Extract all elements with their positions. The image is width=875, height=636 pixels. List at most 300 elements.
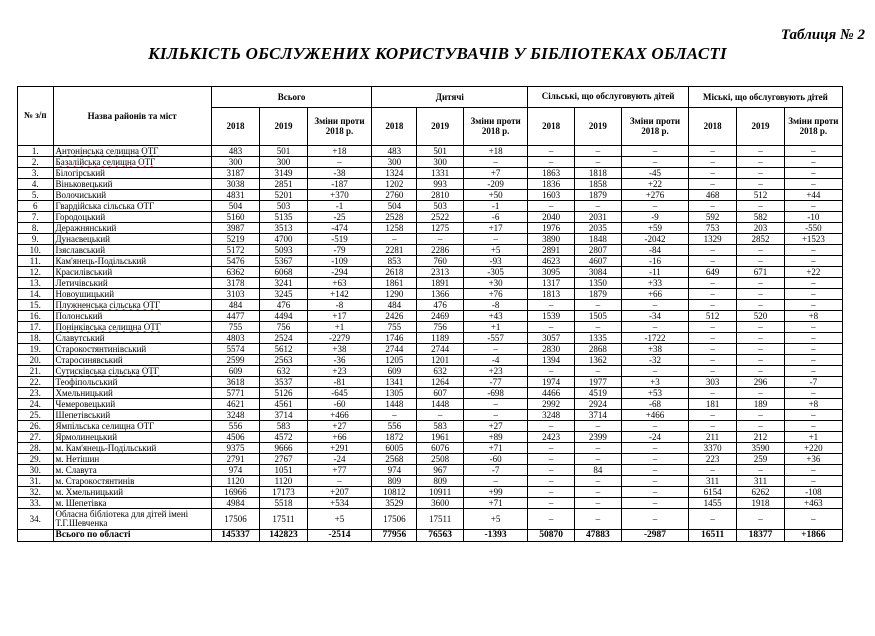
row-number: 3.	[18, 168, 54, 179]
cell-value: +1	[463, 322, 528, 333]
cell-value: –	[784, 300, 842, 311]
row-number: 32.	[18, 487, 54, 498]
cell-value: 671	[737, 267, 784, 278]
cell-value: 1317	[528, 278, 574, 289]
table-row	[18, 190, 843, 201]
cell-value: 2744	[417, 344, 463, 355]
cell-value: +66	[307, 432, 372, 443]
row-name: Деражнянський	[53, 223, 211, 234]
table-row	[18, 410, 843, 421]
cell-value: –	[528, 322, 574, 333]
cell-value: –	[307, 476, 372, 487]
cell-value: 1879	[574, 190, 621, 201]
cell-value: 47883	[574, 530, 621, 542]
cell-value: 1505	[574, 311, 621, 322]
table-row	[18, 289, 843, 300]
cell-value: 583	[417, 421, 463, 432]
row-name	[53, 300, 211, 311]
cell-value: 2524	[260, 333, 307, 344]
cell-value: 756	[260, 322, 307, 333]
cell-value: 311	[688, 476, 736, 487]
cell-value: 476	[260, 300, 307, 311]
header-name: Назва районів та міст	[53, 87, 211, 146]
row-number: 5.	[18, 190, 54, 201]
cell-value: –	[688, 256, 736, 267]
table-row	[18, 267, 843, 278]
cell-value: +22	[622, 179, 689, 190]
cell-value: +36	[784, 454, 842, 465]
cell-value: –	[688, 410, 736, 421]
cell-value: 181	[688, 399, 736, 410]
row-name: Хмельницький	[53, 388, 211, 399]
cell-value: 1275	[417, 223, 463, 234]
cell-value: -25	[307, 212, 372, 223]
row-number: 28.	[18, 443, 54, 454]
cell-value: 4506	[211, 432, 259, 443]
cell-value: 6362	[211, 267, 259, 278]
cell-value: 556	[211, 421, 259, 432]
cell-value: -60	[307, 399, 372, 410]
cell-value: 2992	[528, 399, 574, 410]
cell-value: 4466	[528, 388, 574, 399]
cell-value: 3038	[211, 179, 259, 190]
cell-value: –	[417, 410, 463, 421]
cell-value: -645	[307, 388, 372, 399]
cell-value: 1305	[372, 388, 417, 399]
row-name: Кам'янець-Подільський	[53, 256, 211, 267]
cell-value: 2281	[372, 245, 417, 256]
cell-value: –	[688, 333, 736, 344]
cell-value: 1290	[372, 289, 417, 300]
cell-value: +207	[307, 487, 372, 498]
table-row	[18, 168, 843, 179]
cell-value: 16511	[688, 530, 736, 542]
cell-value: +71	[463, 498, 528, 509]
cell-value: 1974	[528, 377, 574, 388]
row-name-text: Базалійська селищна ОТГ	[55, 156, 156, 167]
cell-value: 4984	[211, 498, 259, 509]
cell-value: -32	[622, 355, 689, 366]
cell-value: 1879	[574, 289, 621, 300]
row-number	[18, 530, 54, 542]
cell-value: 300	[372, 157, 417, 168]
cell-value: +18	[307, 146, 372, 157]
cell-value: -9	[622, 212, 689, 223]
cell-value: –	[688, 388, 736, 399]
cell-value: -294	[307, 267, 372, 278]
cell-value: +5	[463, 509, 528, 530]
cell-value: +18	[463, 146, 528, 157]
cell-value: -8	[307, 300, 372, 311]
cell-value: 16966	[211, 487, 259, 498]
cell-value: -7	[463, 465, 528, 476]
cell-value: –	[737, 300, 784, 311]
cell-value: 17511	[260, 509, 307, 530]
cell-value: 1189	[417, 333, 463, 344]
cell-value: 77956	[372, 530, 417, 542]
cell-value: 76563	[417, 530, 463, 542]
cell-value: 10812	[372, 487, 417, 498]
cell-value: –	[622, 465, 689, 476]
cell-value: 760	[417, 256, 463, 267]
cell-value: 4519	[574, 388, 621, 399]
cell-value: 504	[372, 201, 417, 212]
cell-value: 17511	[417, 509, 463, 530]
cell-value: 211	[688, 432, 736, 443]
header-year-2018: 2018	[688, 108, 736, 146]
cell-value: 3245	[260, 289, 307, 300]
cell-value: 1918	[737, 498, 784, 509]
cell-value: –	[737, 146, 784, 157]
cell-value: 503	[260, 201, 307, 212]
cell-value: 582	[737, 212, 784, 223]
row-name: Теофіпольський	[53, 377, 211, 388]
cell-value: 1329	[688, 234, 736, 245]
cell-value: –	[688, 421, 736, 432]
row-number: 7.	[18, 212, 54, 223]
cell-value: -108	[784, 487, 842, 498]
row-number: 13.	[18, 278, 54, 289]
row-number: 26.	[18, 421, 54, 432]
cell-value: -698	[463, 388, 528, 399]
cell-value: 4700	[260, 234, 307, 245]
header-year-2018: 2018	[211, 108, 259, 146]
cell-value: 3600	[417, 498, 463, 509]
cell-value: +17	[463, 223, 528, 234]
cell-value: –	[688, 300, 736, 311]
cell-value: 2807	[574, 245, 621, 256]
cell-value: 3537	[260, 377, 307, 388]
page-title: КІЛЬКІСТЬ ОБСЛУЖЕНИХ КОРИСТУВАЧІВ У БІБЛІОТЕКАХ ОБЛАСТІ	[148, 44, 727, 63]
cell-value: 6076	[417, 443, 463, 454]
cell-value: 5771	[211, 388, 259, 399]
cell-value: 2568	[372, 454, 417, 465]
cell-value: 649	[688, 267, 736, 278]
cell-value: 2522	[417, 212, 463, 223]
cell-value: 2924	[574, 399, 621, 410]
cell-value: –	[574, 487, 621, 498]
cell-value: –	[463, 344, 528, 355]
cell-value: 607	[417, 388, 463, 399]
cell-value: –	[784, 201, 842, 212]
table-row	[18, 223, 843, 234]
cell-value: –	[688, 278, 736, 289]
row-name: Гвардійська сільська ОТГ	[53, 201, 211, 212]
cell-value: 583	[260, 421, 307, 432]
cell-value: 223	[688, 454, 736, 465]
cell-value: –	[737, 388, 784, 399]
cell-value: +30	[463, 278, 528, 289]
cell-value: 468	[688, 190, 736, 201]
table-row	[18, 399, 843, 410]
cell-value: 4621	[211, 399, 259, 410]
table-row	[18, 498, 843, 509]
cell-value: 2851	[260, 179, 307, 190]
cell-value: 3149	[260, 168, 307, 179]
cell-value: 2313	[417, 267, 463, 278]
cell-value: +43	[463, 311, 528, 322]
cell-value: 974	[372, 465, 417, 476]
cell-value: 2286	[417, 245, 463, 256]
cell-value: 2035	[574, 223, 621, 234]
cell-value: –	[574, 443, 621, 454]
cell-value: 1603	[528, 190, 574, 201]
cell-value: 5476	[211, 256, 259, 267]
cell-value: 756	[417, 322, 463, 333]
cell-value: 9666	[260, 443, 307, 454]
row-name: м. Нетішин	[53, 454, 211, 465]
header-group-urban: Міські, що обслуговують дітей	[688, 87, 842, 108]
cell-value: –	[688, 366, 736, 377]
cell-value: –	[737, 278, 784, 289]
cell-value: +8	[784, 311, 842, 322]
cell-value: –	[528, 498, 574, 509]
header-num: № з/п	[18, 87, 54, 146]
cell-value: –	[528, 487, 574, 498]
cell-value: 1976	[528, 223, 574, 234]
cell-value: 1539	[528, 311, 574, 322]
cell-value: –	[574, 421, 621, 432]
cell-value: 501	[417, 146, 463, 157]
cell-value: –	[463, 476, 528, 487]
row-number: 15.	[18, 300, 54, 311]
cell-value: 6154	[688, 487, 736, 498]
cell-value: -60	[463, 454, 528, 465]
cell-value: –	[528, 443, 574, 454]
cell-value: +38	[622, 344, 689, 355]
row-number: 4.	[18, 179, 54, 190]
header-change: Зміни проти 2018 р.	[784, 108, 842, 146]
cell-value: 3103	[211, 289, 259, 300]
row-name-text: Плужненська сільська ОТГ	[55, 299, 161, 310]
table-row	[18, 465, 843, 476]
cell-value: –	[528, 454, 574, 465]
cell-value: 142823	[260, 530, 307, 542]
table-row	[18, 179, 843, 190]
table-number: Таблиця № 2	[780, 27, 865, 43]
cell-value: –	[737, 421, 784, 432]
cell-value: 1813	[528, 289, 574, 300]
cell-value: –	[737, 509, 784, 530]
row-name: Віньковецький	[53, 179, 211, 190]
cell-value: +99	[463, 487, 528, 498]
table-row	[18, 344, 843, 355]
row-name: Старокостянтинівський	[53, 344, 211, 355]
table-row	[18, 234, 843, 245]
cell-value: 303	[688, 377, 736, 388]
cell-value: 17173	[260, 487, 307, 498]
cell-value: 512	[688, 311, 736, 322]
cell-value: +71	[463, 443, 528, 454]
cell-value: 1362	[574, 355, 621, 366]
cell-value: 6068	[260, 267, 307, 278]
cell-value: +1	[784, 432, 842, 443]
cell-value: 1858	[574, 179, 621, 190]
cell-value: 809	[372, 476, 417, 487]
cell-value: +22	[784, 267, 842, 278]
cell-value: –	[574, 498, 621, 509]
cell-value: –	[737, 410, 784, 421]
cell-value: -519	[307, 234, 372, 245]
cell-value: –	[528, 300, 574, 311]
cell-value: 5126	[260, 388, 307, 399]
cell-value: 4494	[260, 311, 307, 322]
row-number: 30.	[18, 465, 54, 476]
cell-value: –	[622, 146, 689, 157]
cell-value: –	[784, 157, 842, 168]
row-name: м. Славута	[53, 465, 211, 476]
table-row	[18, 388, 843, 399]
cell-value: -109	[307, 256, 372, 267]
cell-value: –	[528, 421, 574, 432]
cell-value: 609	[372, 366, 417, 377]
cell-value: 1335	[574, 333, 621, 344]
cell-value: 2528	[372, 212, 417, 223]
cell-value: 6262	[737, 487, 784, 498]
cell-value: –	[574, 300, 621, 311]
cell-value: 1872	[372, 432, 417, 443]
cell-value: –	[737, 201, 784, 212]
cell-value: –	[463, 410, 528, 421]
cell-value: 2810	[417, 190, 463, 201]
cell-value: 2563	[260, 355, 307, 366]
cell-value: +276	[622, 190, 689, 201]
cell-value: -2042	[622, 234, 689, 245]
cell-value: –	[463, 157, 528, 168]
row-name: Ямпільська селищна ОТГ	[53, 421, 211, 432]
cell-value: 1836	[528, 179, 574, 190]
cell-value: 3714	[574, 410, 621, 421]
cell-value: -4	[463, 355, 528, 366]
cell-value: 300	[211, 157, 259, 168]
header-year-2018: 2018	[528, 108, 574, 146]
row-number: 34.	[18, 509, 54, 530]
cell-value: –	[784, 146, 842, 157]
table-row	[18, 487, 843, 498]
cell-value: -550	[784, 223, 842, 234]
cell-value: 484	[211, 300, 259, 311]
cell-value: 3370	[688, 443, 736, 454]
cell-value: +23	[463, 366, 528, 377]
table-row	[18, 421, 843, 432]
cell-value: 556	[372, 421, 417, 432]
cell-value: –	[574, 322, 621, 333]
cell-value: 2891	[528, 245, 574, 256]
cell-value: 520	[737, 311, 784, 322]
header-year-2019: 2019	[737, 108, 784, 146]
cell-value: -7	[784, 377, 842, 388]
cell-value: +220	[784, 443, 842, 454]
cell-value: –	[622, 498, 689, 509]
cell-value: –	[622, 366, 689, 377]
cell-value: –	[622, 322, 689, 333]
cell-value: 9375	[211, 443, 259, 454]
cell-value: +23	[307, 366, 372, 377]
cell-value: 5574	[211, 344, 259, 355]
cell-value: 3987	[211, 223, 259, 234]
cell-value: 1258	[372, 223, 417, 234]
cell-value: -2987	[622, 530, 689, 542]
cell-value: –	[784, 410, 842, 421]
table-row	[18, 212, 843, 223]
cell-value: –	[737, 344, 784, 355]
cell-value: 5219	[211, 234, 259, 245]
cell-value: +370	[307, 190, 372, 201]
header-year-2019: 2019	[417, 108, 463, 146]
cell-value: –	[784, 245, 842, 256]
cell-value: 1264	[417, 377, 463, 388]
cell-value: -209	[463, 179, 528, 190]
cell-value: –	[622, 421, 689, 432]
table-row	[18, 201, 843, 212]
cell-value: –	[784, 476, 842, 487]
cell-value: 2760	[372, 190, 417, 201]
cell-value: 2031	[574, 212, 621, 223]
cell-value: -16	[622, 256, 689, 267]
cell-value: –	[372, 234, 417, 245]
row-name	[53, 322, 211, 333]
cell-value: 967	[417, 465, 463, 476]
header-change: Зміни проти 2018 р.	[622, 108, 689, 146]
row-number: 14.	[18, 289, 54, 300]
cell-value: 755	[211, 322, 259, 333]
row-name: Красилівський	[53, 267, 211, 278]
cell-value: –	[622, 487, 689, 498]
cell-value: –	[463, 234, 528, 245]
total-row	[18, 530, 843, 542]
row-name: м. Хмельницький	[53, 487, 211, 498]
row-name	[53, 366, 211, 377]
cell-value: –	[574, 454, 621, 465]
cell-value: 50870	[528, 530, 574, 542]
cell-value: 4623	[528, 256, 574, 267]
cell-value: –	[737, 245, 784, 256]
cell-value: 6005	[372, 443, 417, 454]
cell-value: –	[784, 465, 842, 476]
cell-value: 2599	[211, 355, 259, 366]
header-year-2019: 2019	[260, 108, 307, 146]
cell-value: 1350	[574, 278, 621, 289]
row-number: 21.	[18, 366, 54, 377]
cell-value: 1891	[417, 278, 463, 289]
cell-value: +44	[784, 190, 842, 201]
cell-value: –	[622, 157, 689, 168]
row-name	[53, 157, 211, 168]
row-name	[53, 146, 211, 157]
row-name: Шепетівський	[53, 410, 211, 421]
cell-value: –	[784, 179, 842, 190]
cell-value: –	[737, 168, 784, 179]
cell-value: -24	[307, 454, 372, 465]
cell-value: 1861	[372, 278, 417, 289]
cell-value: 259	[737, 454, 784, 465]
cell-value: –	[622, 201, 689, 212]
cell-value: 1051	[260, 465, 307, 476]
cell-value: 753	[688, 223, 736, 234]
cell-value: +534	[307, 498, 372, 509]
cell-value: –	[528, 157, 574, 168]
row-number: 22.	[18, 377, 54, 388]
table-row	[18, 157, 843, 168]
cell-value: –	[528, 366, 574, 377]
row-number: 16.	[18, 311, 54, 322]
row-name: Чемеровецький	[53, 399, 211, 410]
cell-value: -2514	[307, 530, 372, 542]
cell-value: –	[528, 465, 574, 476]
cell-value: 4477	[211, 311, 259, 322]
cell-value: –	[737, 289, 784, 300]
cell-value: -38	[307, 168, 372, 179]
